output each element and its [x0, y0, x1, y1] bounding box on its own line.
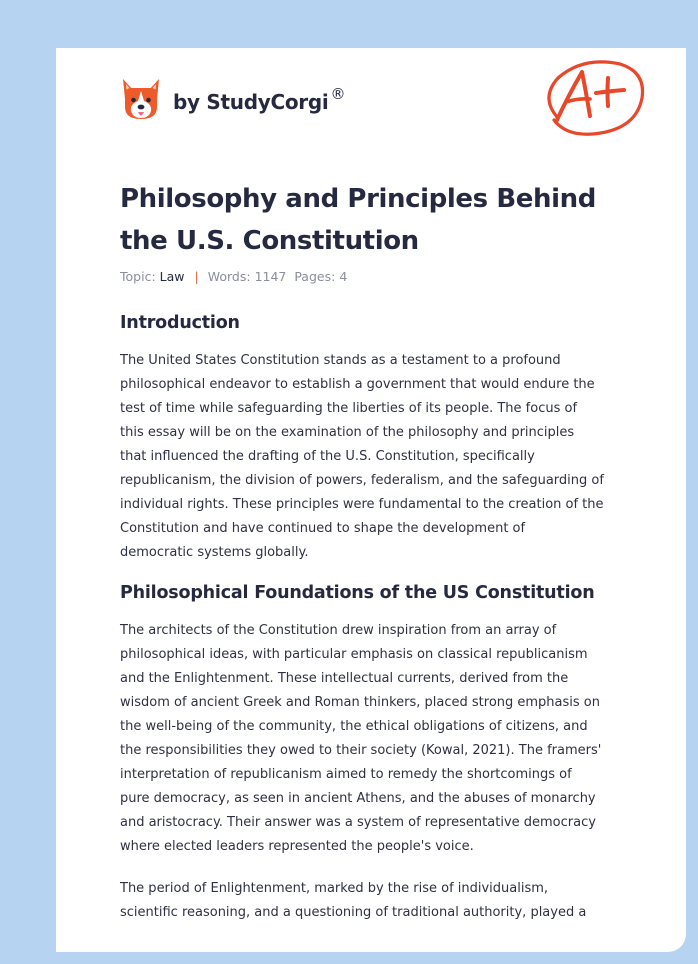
section-heading-philosophical-foundations: Philosophical Foundations of the US Constitution	[120, 583, 595, 603]
document-page	[56, 48, 686, 952]
text-line: The period of Enlightenment, marked by the rise of individualism,	[120, 881, 549, 896]
text-line: where elected leaders represented the people's voice.	[120, 839, 474, 854]
text-line: that influenced the drafting of the U.S. Constitution, specifically	[120, 449, 535, 464]
text-line: this essay will be on the examination of the philosophy and principles	[120, 425, 575, 440]
text-line: Constitution and have continued to shape the development of	[120, 521, 526, 536]
paragraph	[120, 619, 632, 859]
text-line: philosophical endeavor to establish a government that would endure the	[120, 377, 595, 392]
words-count: 1147	[254, 269, 287, 284]
text-line: wisdom of ancient Greek and Roman thinkers, placed strong emphasis on	[120, 695, 600, 710]
brand-header[interactable]	[120, 76, 346, 124]
pages-label: Pages:	[294, 269, 336, 284]
text-line: the responsibilities they owed to their society (Kowal, 2021). The framers'	[120, 743, 602, 758]
text-line: The United States Constitution stands as a testament to a profound	[120, 353, 561, 368]
text-line: pure democracy, as seen in ancient Athens, and the abuses of monarchy	[120, 791, 596, 806]
topic-label: Topic:	[120, 269, 156, 284]
corgi-logo-icon	[120, 77, 162, 123]
document-title: Philosophy and Principles Behind the U.S. Constitution	[120, 184, 596, 256]
text-line: philosophical ideas, with particular emphasis on classical republicanism	[120, 647, 588, 662]
text-line: individual rights. These principles were fundamental to the creation of the	[120, 497, 604, 512]
section-heading-introduction: Introduction	[120, 313, 240, 333]
a-plus-grade-icon	[538, 58, 648, 140]
text-line: democratic systems globally.	[120, 545, 309, 560]
words-label: Words:	[207, 269, 251, 284]
brand-name: by StudyCorgi ®	[173, 85, 346, 114]
meta-separator: |	[194, 269, 199, 284]
topic-link[interactable]: Law	[159, 269, 185, 284]
paragraph	[120, 349, 632, 565]
text-line: The architects of the Constitution drew inspiration from an array of	[120, 623, 557, 638]
pages-count: 4	[339, 269, 348, 284]
text-line: the well-being of the community, the ethical obligations of citizens, and	[120, 719, 588, 734]
text-line: scientific reasoning, and a questioning of traditional authority, played a	[120, 905, 587, 920]
text-line: test of time while safeguarding the liberties of its people. The focus of	[120, 401, 578, 416]
text-line: interpretation of republicanism aimed to remedy the shortcomings of	[120, 767, 572, 782]
text-line: and aristocracy. Their answer was a system of representative democracy	[120, 815, 596, 830]
registered-mark: ®	[330, 85, 346, 103]
paragraph	[120, 877, 632, 925]
document-meta	[120, 269, 347, 284]
text-line: and the Enlightenment. These intellectual currents, derived from the	[120, 671, 569, 686]
text-line: republicanism, the division of powers, federalism, and the safeguarding of	[120, 473, 604, 488]
